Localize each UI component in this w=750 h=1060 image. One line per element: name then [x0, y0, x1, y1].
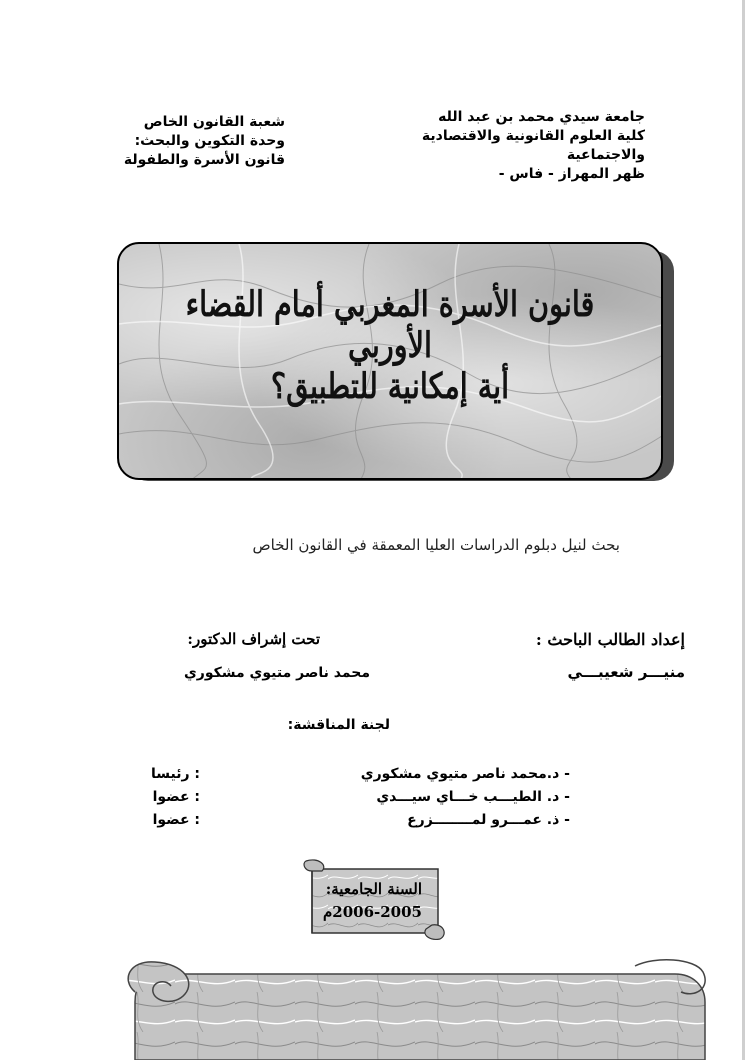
- thesis-subtitle: بحث لنيل دبلوم الدراسات العليا المعمقة في القانون الخاص: [252, 536, 620, 554]
- committee-member-role: : رئيسا: [150, 766, 200, 782]
- thesis-title-line-1: قانون الأسرة المغربي أمام القضاء الأوربي: [185, 284, 595, 366]
- research-unit-name: قانون الأسرة والطفولة: [123, 152, 285, 168]
- supervisor-name: محمد ناصر متيوي مشكوري: [183, 665, 370, 681]
- academic-year-value: 2006-2005م: [322, 903, 422, 921]
- academic-year-label: السنة الجامعية:: [325, 880, 422, 898]
- department-name: شعبة القانون الخاص: [143, 114, 285, 130]
- institution-header: [385, 108, 645, 184]
- department-header: [65, 113, 285, 170]
- research-unit-label: وحدة التكوين والبحث:: [134, 133, 285, 149]
- committee-member: [130, 787, 570, 807]
- researcher-label: إعداد الطالب الباحث :: [535, 630, 685, 649]
- university-name: جامعة سيدي محمد بن عبد الله: [438, 109, 645, 125]
- thesis-title-line-2: أية إمكانية للتطبيق؟: [270, 366, 510, 407]
- year-scroll-ornament: [298, 855, 450, 941]
- committee-member-name: - د. الطيـــب خـــاي سيـــدي: [376, 789, 570, 805]
- campus-location: ظهر المهراز - فاس -: [498, 166, 645, 182]
- committee-member-name: - ذ. عمـــرو لمــــــــزرع: [407, 812, 570, 828]
- committee-member: [130, 810, 570, 830]
- committee-member-name: - د.محمد ناصر متيوي مشكوري: [360, 766, 570, 782]
- researcher-name: منيـــر شعيبـــي: [567, 663, 685, 681]
- bottom-scroll-ornament: [115, 952, 715, 1060]
- committee-member-role: : عضوا: [152, 789, 200, 805]
- committee-title: لجنة المناقشة:: [287, 717, 390, 733]
- supervisor-label: تحت إشراف الدكتور:: [187, 630, 320, 648]
- faculty-name: كلية العلوم القانونية والاقتصادية: [421, 128, 645, 144]
- committee-member-role: : عضوا: [152, 812, 200, 828]
- title-box: [117, 242, 663, 480]
- faculty-name-cont: والاجتماعية: [566, 147, 645, 163]
- committee-member: [130, 764, 570, 784]
